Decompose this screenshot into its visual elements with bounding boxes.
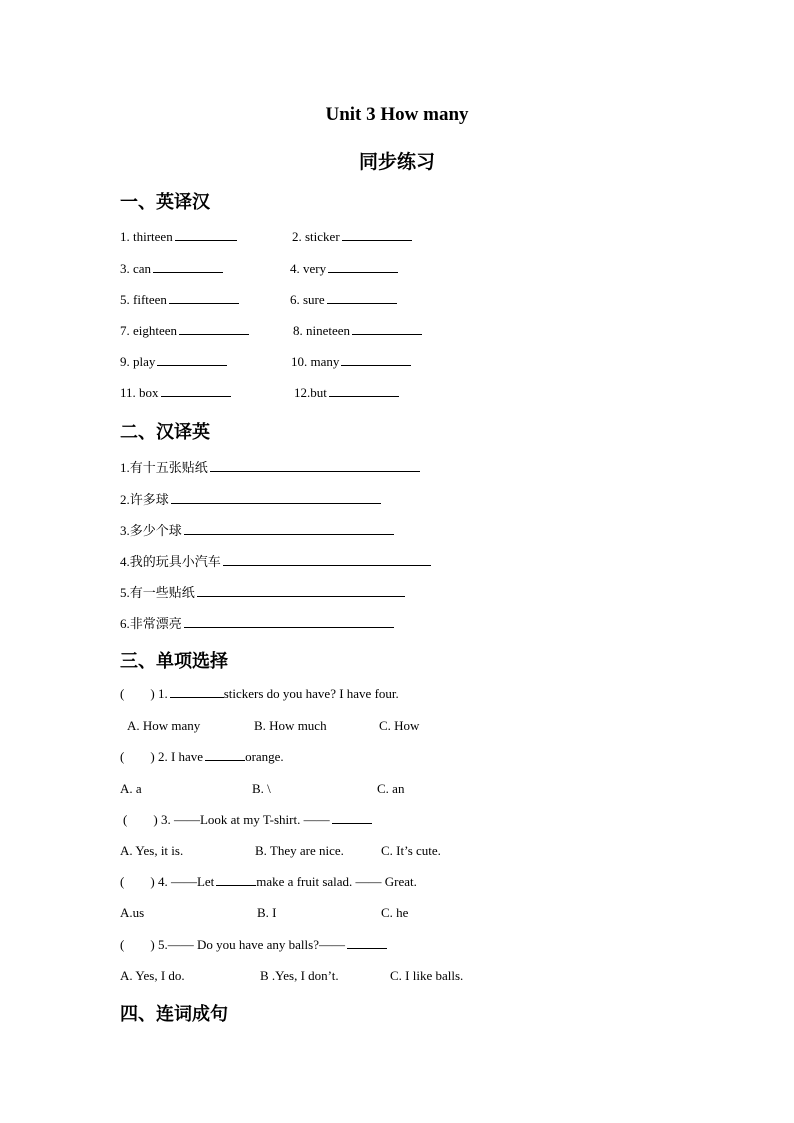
translate-item-1: 1.有十五张贴纸 [120, 457, 420, 476]
page-subtitle: 同步练习 [358, 152, 435, 173]
mc-option-5b: B .Yes, I don’t. [260, 968, 339, 983]
mc-question-5: ( ) 5.—— Do you have any balls?—— [120, 937, 387, 953]
answer-blank[interactable] [216, 884, 256, 886]
answer-blank[interactable] [328, 271, 398, 273]
section-heading-2: 二、汉译英 [120, 422, 210, 442]
answer-blank[interactable] [170, 696, 224, 698]
answer-blank[interactable] [153, 271, 223, 273]
answer-blank[interactable] [210, 470, 420, 472]
page-title: Unit 3 How many [325, 104, 469, 125]
answer-blank[interactable] [205, 759, 245, 761]
vocab-item-4: 4. very [290, 261, 398, 277]
answer-blank[interactable] [223, 564, 431, 566]
answer-blank[interactable] [352, 333, 422, 335]
mc-option-2a: A. a [120, 781, 142, 796]
vocab-item-2: 2. sticker [292, 229, 412, 245]
mc-option-4b: B. I [257, 905, 277, 920]
answer-blank[interactable] [169, 302, 239, 304]
translate-item-3: 3.多少个球 [120, 520, 394, 539]
answer-blank[interactable] [157, 364, 227, 366]
answer-blank[interactable] [327, 302, 397, 304]
mc-question-2: ( ) 2. I have orange. [120, 749, 284, 764]
section-heading-1: 一、英译汉 [120, 192, 210, 212]
answer-blank[interactable] [329, 395, 399, 397]
translate-item-6: 6.非常漂亮 [120, 613, 394, 632]
mc-option-1a: A. How many [127, 718, 201, 733]
mc-option-2c: C. an [377, 781, 405, 796]
translate-item-5: 5.有一些贴纸 [120, 582, 405, 601]
answer-blank[interactable] [184, 533, 394, 535]
section-heading-4: 四、连词成句 [120, 1004, 228, 1024]
vocab-item-3: 3. can [120, 261, 223, 277]
translate-item-2: 2.许多球 [120, 489, 381, 508]
mc-option-4c: C. he [381, 905, 409, 920]
mc-option-4a: A.us [120, 905, 145, 920]
mc-option-5a: A. Yes, I do. [120, 968, 185, 983]
answer-blank[interactable] [171, 502, 381, 504]
answer-blank[interactable] [175, 239, 237, 241]
vocab-item-11: 11. box [120, 385, 231, 401]
mc-option-1b: B. How much [254, 718, 327, 733]
translate-item-4: 4.我的玩具小汽车 [120, 551, 431, 570]
vocab-item-10: 10. many [291, 354, 411, 370]
mc-option-2b: B. \ [252, 781, 271, 796]
vocab-item-6: 6. sure [290, 292, 397, 308]
mc-option-3b: B. They are nice. [255, 843, 344, 858]
answer-blank[interactable] [179, 333, 249, 335]
vocab-item-5: 5. fifteen [120, 292, 239, 308]
answer-blank[interactable] [347, 947, 387, 949]
mc-question-4: ( ) 4. ——Let make a fruit salad. —— Great. [120, 874, 417, 889]
vocab-item-8: 8. nineteen [293, 323, 422, 339]
vocab-item-12: 12.but [294, 385, 399, 401]
answer-blank[interactable] [341, 364, 411, 366]
answer-blank[interactable] [184, 626, 394, 628]
section-heading-3: 三、单项选择 [120, 651, 228, 671]
mc-question-3: ( ) 3. ——Look at my T-shirt. —— [123, 812, 372, 828]
vocab-item-9: 9. play [120, 354, 227, 370]
vocab-item-1: 1. thirteen [120, 229, 237, 245]
answer-blank[interactable] [161, 395, 231, 397]
mc-question-1: ( ) 1. stickers do you have? I have four. [120, 686, 399, 701]
mc-option-5c: C. I like balls. [390, 968, 464, 983]
vocab-item-7: 7. eighteen [120, 323, 249, 339]
mc-option-3a: A. Yes, it is. [120, 843, 184, 858]
mc-option-3c: C. It’s cute. [381, 843, 441, 858]
answer-blank[interactable] [332, 822, 372, 824]
answer-blank[interactable] [342, 239, 412, 241]
mc-option-1c: C. How [379, 718, 420, 733]
answer-blank[interactable] [197, 595, 405, 597]
